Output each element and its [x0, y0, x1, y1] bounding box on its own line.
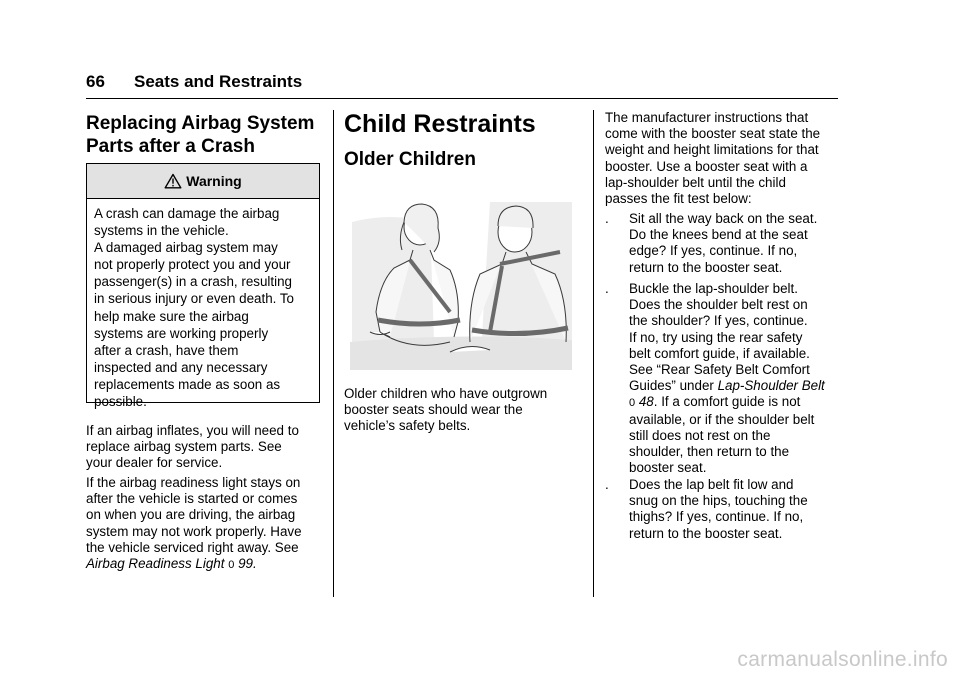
lap-shoulder-belt-link[interactable]: Lap-Shoulder Belt	[717, 378, 825, 394]
page-ref-arrow-icon: 0	[228, 559, 235, 572]
warning-line: A damaged airbag system may	[94, 240, 278, 256]
warning-line: help make sure the airbag	[94, 308, 249, 324]
text-line: replace airbag system parts. See	[86, 439, 282, 455]
text-line: booster. Use a booster seat with a	[605, 158, 808, 174]
page-ref-number[interactable]: 99.	[238, 556, 257, 572]
text-line: If an airbag inflates, you will need to	[86, 423, 299, 438]
warning-header	[87, 164, 319, 199]
warning-line: passenger(s) in a crash, resulting	[94, 274, 292, 290]
warning-line: A crash can damage the airbag	[94, 206, 280, 221]
airbag-para-1	[86, 423, 331, 472]
text-line: Sit all the way back on the seat.	[629, 211, 818, 226]
booster-intro-para	[605, 110, 845, 207]
airbag-para-2	[86, 475, 331, 573]
text-line: system may not work properly. Have	[86, 523, 302, 539]
bullet-mark: .	[605, 281, 609, 296]
text-line: thighs? If yes, continue. If no,	[629, 509, 804, 525]
text-line: See “Rear Safety Belt Comfort	[629, 362, 810, 378]
airbag-heading-line2: Parts after a Crash	[86, 136, 255, 157]
airbag-heading-line1: Replacing Airbag System	[86, 113, 315, 134]
warning-line: in serious injury or even death. To	[94, 291, 294, 307]
warning-title: Warning	[186, 173, 242, 189]
header-rule	[86, 98, 838, 99]
text-line: after the vehicle is started or comes	[86, 491, 298, 507]
text-line: Older children who have outgrown	[344, 386, 548, 401]
warning-triangle-icon	[164, 173, 182, 189]
warning-box	[86, 163, 320, 410]
text-line: come with the booster seat state the	[605, 126, 821, 142]
older-children-subtitle: Older Children	[344, 149, 476, 170]
text-line: Buckle the lap-shoulder belt.	[629, 281, 798, 296]
page-header	[86, 72, 302, 92]
text-line: on when you are driving, the airbag	[86, 507, 296, 523]
text-line: If no, try using the rear safety	[629, 329, 803, 345]
page-number: 66	[86, 72, 105, 91]
text-line: booster seats should wear the	[344, 402, 523, 418]
text-line: return to the booster seat.	[629, 259, 783, 275]
airbag-readiness-link[interactable]: Airbag Readiness Light	[86, 556, 225, 572]
text-line: your dealer for service.	[86, 455, 223, 471]
text-line: Does the shoulder belt rest on	[629, 297, 808, 313]
text-line	[629, 378, 844, 394]
text-span: . If a comfort guide is not	[653, 394, 801, 410]
text-line: vehicle’s safety belts.	[344, 418, 471, 434]
column-divider	[333, 110, 334, 597]
text-line: If the airbag readiness light stays on	[86, 475, 301, 490]
text-line	[86, 556, 331, 573]
section-title: Seats and Restraints	[134, 72, 303, 91]
text-line: the shoulder? If yes, continue.	[629, 313, 808, 329]
text-line: edge? If yes, continue. If no,	[629, 243, 798, 259]
text-line: weight and height limitations for that	[605, 142, 819, 158]
page-ref-arrow-icon: 0	[629, 397, 636, 410]
warning-line: inspected and any necessary	[94, 359, 268, 375]
text-span: Guides” under	[629, 378, 718, 394]
text-line: Does the lap belt fit low and	[629, 477, 794, 492]
text-line: lap-shoulder belt until the child	[605, 174, 786, 190]
bullet-mark: .	[605, 211, 609, 226]
warning-line: after a crash, have them	[94, 342, 239, 358]
text-line: still does not rest on the	[629, 427, 771, 443]
warning-line: replacements made as soon as	[94, 376, 281, 392]
text-line: return to the booster seat.	[629, 525, 783, 541]
warning-line: not properly protect you and your	[94, 257, 291, 273]
text-line: The manufacturer instructions that	[605, 110, 809, 125]
bullet-mark: .	[605, 477, 609, 492]
warning-line: systems are working properly	[94, 325, 269, 341]
column-divider	[593, 110, 594, 597]
child-restraints-title: Child Restraints	[344, 110, 536, 138]
warning-body	[87, 199, 319, 410]
text-line: available, or if the shoulder belt	[629, 411, 815, 427]
text-line: snug on the hips, touching the	[629, 493, 808, 509]
text-line: passes the fit test below:	[605, 191, 752, 207]
text-line	[629, 394, 844, 411]
warning-line: systems in the vehicle.	[94, 223, 229, 239]
page-ref-number[interactable]: 48	[638, 394, 654, 410]
older-children-seatbelt-illustration	[350, 192, 572, 370]
text-line: the vehicle serviced right away. See	[86, 539, 299, 555]
text-line: booster seat.	[629, 460, 707, 476]
text-line: belt comfort guide, if available.	[629, 345, 810, 361]
text-line: shoulder, then return to the	[629, 444, 790, 460]
older-children-para	[344, 386, 584, 435]
text-line: Do the knees bend at the seat	[629, 227, 808, 243]
watermark: carmanualsonline.info	[737, 648, 948, 671]
warning-line: possible.	[94, 394, 147, 410]
